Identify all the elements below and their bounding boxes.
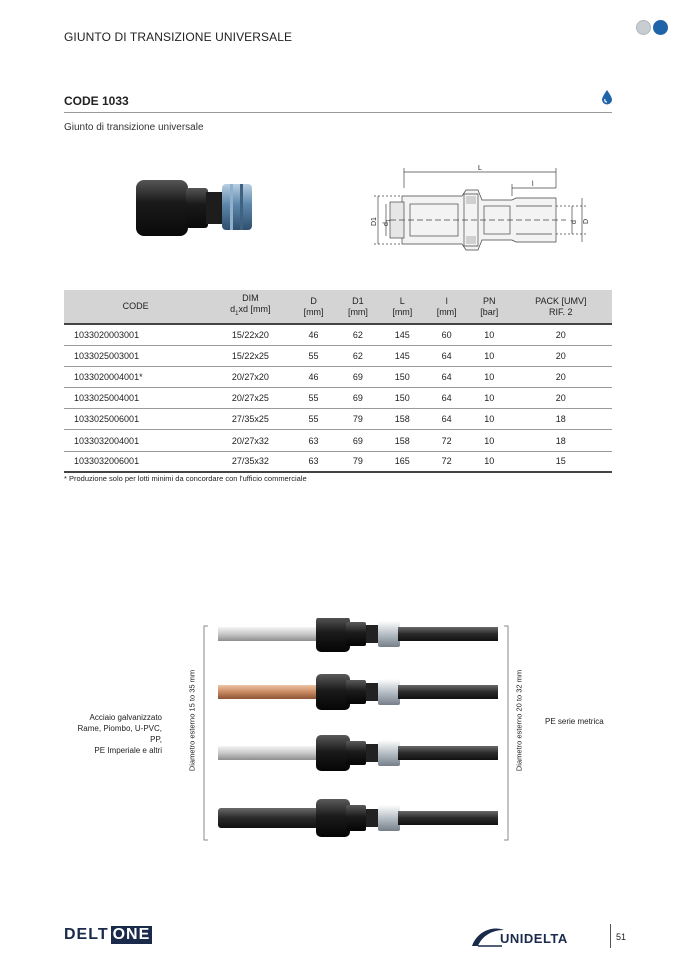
cell-PN: 10 — [469, 366, 510, 387]
cell-D: 63 — [291, 430, 335, 451]
footnote: * Produzione solo per lotti minimi da concordare con l'ufficio commerciale — [64, 474, 307, 483]
cell-L: 145 — [380, 324, 424, 345]
cell-dim: 27/35x32 — [209, 451, 291, 472]
cell-code: 1033025004001 — [64, 388, 209, 409]
cell-L: 158 — [380, 409, 424, 430]
cell-l: 60 — [425, 324, 469, 345]
deltone-logo-part1: DELT — [64, 926, 109, 943]
table-row — [64, 451, 612, 472]
grey-globe-icon — [636, 20, 651, 35]
blue-dot-icon — [653, 20, 668, 35]
cell-pack: 20 — [510, 366, 612, 387]
cell-dim: 20/27x32 — [209, 430, 291, 451]
dim-D1: D1 — [371, 217, 378, 226]
cell-D: 55 — [291, 388, 335, 409]
col-header-D1 — [336, 290, 380, 324]
right-diameter-label: Diametro esterno 20 to 32 mm — [514, 669, 524, 772]
col-header-PN — [469, 290, 510, 324]
cell-code: 1033025006001 — [64, 409, 209, 430]
cell-D: 46 — [291, 324, 335, 345]
col-header-code — [64, 290, 209, 324]
fittings-illustration — [200, 618, 512, 848]
dim-d1-main: d — [383, 222, 390, 226]
cell-pack: 20 — [510, 345, 612, 366]
col-header-line: D1 — [352, 295, 364, 306]
technical-drawing — [366, 160, 611, 265]
col-header-D — [291, 290, 335, 324]
cell-code: 1033032004001 — [64, 430, 209, 451]
dim-l: l — [532, 181, 534, 188]
product-photo — [130, 172, 275, 242]
fitting-row-pe — [218, 799, 498, 837]
fitting-row-pvc — [218, 735, 498, 771]
cell-pack: 20 — [510, 388, 612, 409]
table-header-row — [64, 290, 612, 324]
deltone-logo — [64, 926, 152, 944]
cell-D: 55 — [291, 409, 335, 430]
dim-D: D — [583, 218, 590, 224]
cell-dim: 27/35x25 — [209, 409, 291, 430]
left-diameter-label: Diametro esterno 15 to 35 mm — [187, 669, 197, 772]
col-header-l — [425, 290, 469, 324]
note-line: Rame, Piombo, U-PVC, PP, — [77, 724, 162, 744]
col-header-line: [mm] — [392, 306, 413, 317]
cell-code: 1033032006001 — [64, 451, 209, 472]
dim-d1-sub: 1 — [386, 219, 392, 223]
col-header-line: PACK [UMV] — [535, 295, 587, 306]
table-row — [64, 388, 612, 409]
cell-l: 64 — [425, 345, 469, 366]
cell-L: 150 — [380, 388, 424, 409]
note-line: PE Imperiale e altri — [94, 746, 162, 755]
table-row — [64, 345, 612, 366]
cell-l: 72 — [425, 430, 469, 451]
fitting-row-galvanized — [218, 618, 498, 652]
col-header-line: [mm] — [436, 306, 457, 317]
cell-D1: 79 — [336, 409, 380, 430]
cell-L: 165 — [380, 451, 424, 472]
table-row — [64, 366, 612, 387]
cell-l: 72 — [425, 451, 469, 472]
cell-PN: 10 — [469, 451, 510, 472]
cell-pack: 20 — [510, 324, 612, 345]
cell-L: 145 — [380, 345, 424, 366]
col-header-line: l — [445, 295, 448, 306]
col-header-line: DIM — [242, 293, 259, 304]
table-row — [64, 409, 612, 430]
col-header-line: [mm] — [347, 306, 368, 317]
col-header-sub: 1 — [235, 310, 239, 317]
note-line: Acciaio galvanizzato — [89, 713, 162, 722]
col-header-line: CODE — [122, 301, 149, 311]
fitting-row-copper — [218, 674, 498, 710]
col-header-line: L — [399, 295, 405, 306]
cell-PN: 10 — [469, 388, 510, 409]
cell-PN: 10 — [469, 345, 510, 366]
cell-D: 63 — [291, 451, 335, 472]
cell-D1: 69 — [336, 430, 380, 451]
code-divider — [64, 112, 612, 113]
page-header: GIUNTO DI TRANSIZIONE UNIVERSALE — [64, 30, 293, 44]
dim-L: L — [478, 165, 482, 172]
cell-dim: 20/27x25 — [209, 388, 291, 409]
cell-D1: 69 — [336, 366, 380, 387]
col-header-line: D — [310, 295, 317, 306]
dim-d: d — [571, 220, 578, 224]
cell-l: 64 — [425, 409, 469, 430]
cell-PN: 10 — [469, 430, 510, 451]
spec-table — [64, 290, 612, 473]
cell-dim: 15/22x25 — [209, 345, 291, 366]
page-separator — [610, 924, 611, 948]
cell-pack: 18 — [510, 430, 612, 451]
cell-D1: 62 — [336, 324, 380, 345]
cell-PN: 10 — [469, 409, 510, 430]
col-header-line: xd [mm] — [238, 304, 271, 315]
header-dots — [636, 20, 668, 35]
cell-D: 46 — [291, 366, 335, 387]
cell-pack: 15 — [510, 451, 612, 472]
col-header-line: [mm] — [303, 306, 324, 317]
col-header-L — [380, 290, 424, 324]
product-subtitle: Giunto di transizione universale — [64, 122, 204, 133]
cell-l: 64 — [425, 388, 469, 409]
cell-L: 158 — [380, 430, 424, 451]
col-header-line: RIF. 2 — [549, 306, 573, 317]
cell-dim: 15/22x20 — [209, 324, 291, 345]
table-row — [64, 430, 612, 451]
cell-D1: 62 — [336, 345, 380, 366]
col-header-dim — [209, 290, 291, 324]
cell-PN: 10 — [469, 324, 510, 345]
col-header-line: [bar] — [480, 306, 499, 317]
cell-code: 1033025003001 — [64, 345, 209, 366]
unidelta-logo-text: UNIDELTA — [500, 931, 568, 946]
cell-D: 55 — [291, 345, 335, 366]
cell-code: 1033020003001 — [64, 324, 209, 345]
col-header-pack — [510, 290, 612, 324]
cell-l: 64 — [425, 366, 469, 387]
cell-pack: 18 — [510, 409, 612, 430]
deltone-logo-part2: ONE — [112, 926, 151, 943]
cell-code: 1033020004001* — [64, 366, 209, 387]
table-row — [64, 324, 612, 345]
right-material-note: PE serie metrica — [545, 717, 604, 726]
cell-dim: 20/27x20 — [209, 366, 291, 387]
col-header-line: d — [230, 304, 236, 315]
cell-L: 150 — [380, 366, 424, 387]
left-materials-note — [64, 712, 162, 756]
col-header-line: PN — [482, 295, 496, 306]
cell-D1: 79 — [336, 451, 380, 472]
page-number: 51 — [616, 932, 627, 942]
code-title: CODE 1033 — [64, 94, 129, 108]
water-drop-icon — [600, 89, 614, 105]
cell-D1: 69 — [336, 388, 380, 409]
